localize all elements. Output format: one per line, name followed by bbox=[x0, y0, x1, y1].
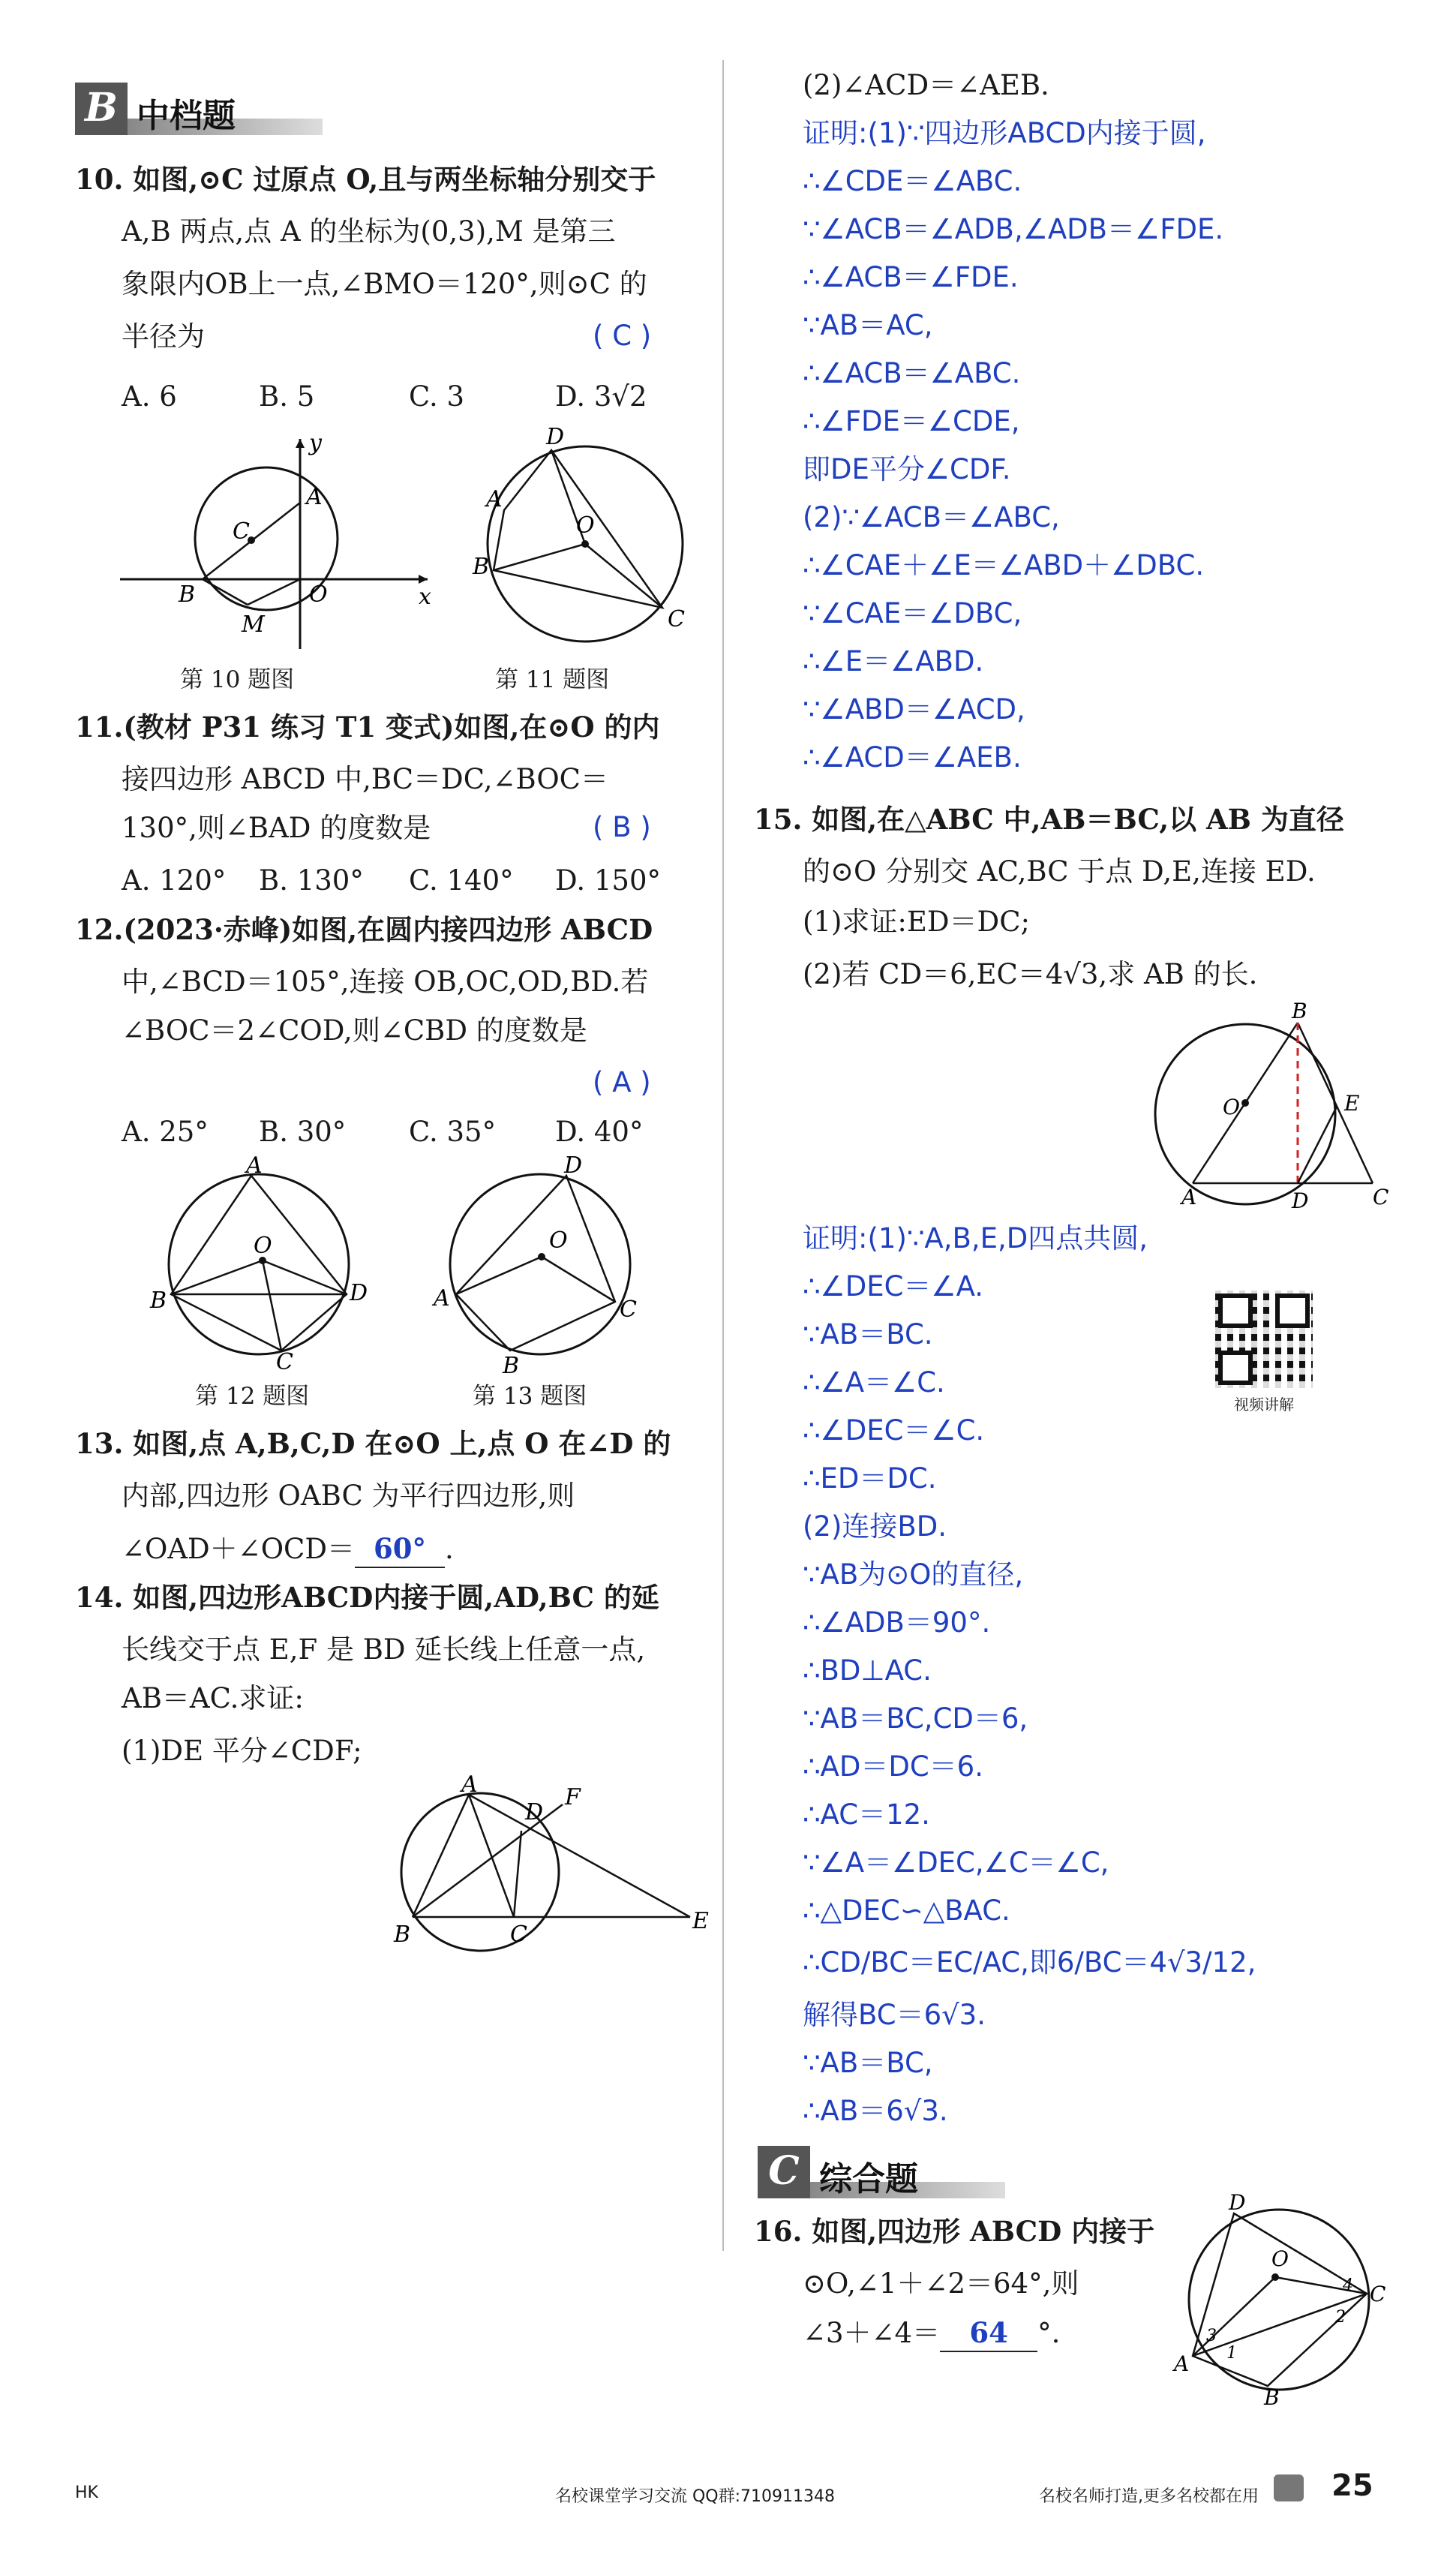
proof-line: ∴∠DEC＝∠C. bbox=[803, 1414, 985, 1447]
proof-line: ∵AB＝BC. bbox=[803, 1318, 933, 1351]
q10-answer: ( C ) bbox=[593, 320, 652, 352]
q15-label-o: O bbox=[1223, 1095, 1240, 1119]
q10-label-o: O bbox=[309, 581, 328, 608]
q16-angle-3: 3 bbox=[1206, 2327, 1217, 2345]
proof-line: ∴∠CDE＝∠ABC. bbox=[803, 165, 1022, 197]
q16-angle-1: 1 bbox=[1226, 2344, 1237, 2363]
q16-label-d: D bbox=[1229, 2190, 1246, 2215]
q12-caption: 第 12 题图 bbox=[195, 1383, 310, 1410]
section-c-letter: C bbox=[758, 2146, 810, 2198]
q16-label-o: O bbox=[1271, 2246, 1289, 2271]
q16-answer: 64 bbox=[940, 2315, 1037, 2352]
q12-line: 中,∠BCD＝105°,连接 OB,OC,OD,BD.若 bbox=[122, 966, 649, 998]
q15-label-e: E bbox=[1344, 1091, 1360, 1116]
q12-option: D. 40° bbox=[555, 1116, 644, 1148]
q13-answer: 60° bbox=[355, 1531, 445, 1568]
q16-line: ∠3＋∠4＝ bbox=[803, 2317, 941, 2349]
column-divider bbox=[722, 60, 724, 2251]
proof-line: ∴ED＝DC. bbox=[803, 1462, 937, 1495]
proof-line: 即DE平分∠CDF. bbox=[803, 453, 1011, 485]
q14-label-d: D bbox=[525, 1799, 544, 1825]
q12-label-c: C bbox=[276, 1349, 293, 1375]
qr-caption: 视频讲解 bbox=[1234, 1396, 1294, 1414]
q15-label-c: C bbox=[1373, 1185, 1389, 1209]
q14-figure bbox=[390, 1771, 709, 1958]
proof-line: ∴∠A＝∠C. bbox=[803, 1366, 945, 1399]
q13-label-d: D bbox=[564, 1152, 583, 1179]
q12-label-o: O bbox=[254, 1233, 272, 1259]
proof-line: ∵AB为⊙O的直径, bbox=[803, 1558, 1024, 1591]
proof-line: ∴CD/BC＝EC/AC,即6/BC＝4√3/12, bbox=[803, 1946, 1256, 1979]
q11-label-c: C bbox=[668, 606, 685, 632]
q12-label-b: B bbox=[150, 1288, 167, 1314]
section-c-header bbox=[758, 2146, 1058, 2198]
q16-label-c: C bbox=[1370, 2282, 1386, 2306]
q13-label-a: A bbox=[434, 1285, 450, 1312]
q11-option: B. 130° bbox=[259, 864, 364, 897]
proof-line: ∵AB＝AC, bbox=[803, 309, 933, 341]
q14-line: (1)DE 平分∠CDF; bbox=[122, 1735, 362, 1767]
proof-line: ∴BD⊥AC. bbox=[803, 1654, 932, 1687]
q16-line: 16. 如图,四边形 ABCD 内接于 bbox=[754, 2215, 1155, 2248]
q13-line: 内部,四边形 OABC 为平行四边形,则 bbox=[122, 1480, 575, 1512]
q11-answer: ( B ) bbox=[593, 811, 651, 843]
proof-line: ∵∠ACB＝∠ADB,∠ADB＝∠FDE. bbox=[803, 213, 1224, 245]
q13-label-b: B bbox=[503, 1353, 520, 1379]
q13-line: ∠OAD＋∠OCD＝ bbox=[122, 1533, 356, 1565]
proof-line: (2)∵∠ACB＝∠ABC, bbox=[803, 501, 1060, 533]
q12-option: B. 30° bbox=[259, 1116, 347, 1148]
q10-label-y: y bbox=[309, 430, 322, 456]
q10-caption: 第 10 题图 bbox=[180, 666, 295, 693]
proof-line: ∴∠ADB＝90°. bbox=[803, 1606, 991, 1639]
q11-label-d: D bbox=[546, 424, 565, 450]
q10-label-a: A bbox=[306, 484, 323, 510]
q16-figure bbox=[1170, 2190, 1388, 2410]
q13-figure bbox=[428, 1152, 645, 1379]
q11-label-o: O bbox=[576, 512, 595, 539]
q10-label-m: M bbox=[242, 611, 265, 638]
q16-label-b: B bbox=[1264, 2385, 1280, 2410]
proof-line: ∴AB＝6√3. bbox=[803, 2095, 948, 2127]
proof-line: ∴∠ACD＝∠AEB. bbox=[803, 741, 1022, 774]
q12-line: ∠BOC＝2∠COD,则∠CBD 的度数是 bbox=[122, 1014, 587, 1047]
q12-line: 12.(2023·赤峰)如图,在圆内接四边形 ABCD bbox=[75, 913, 653, 946]
q11-caption: 第 11 题图 bbox=[495, 666, 610, 693]
section-b-header bbox=[75, 83, 375, 135]
q12-answer: ( A ) bbox=[593, 1066, 651, 1098]
q15-label-b: B bbox=[1292, 999, 1307, 1023]
q10-option: B. 5 bbox=[259, 380, 315, 413]
q12-option: C. 35° bbox=[409, 1116, 497, 1148]
footer-right: 名校名师打造,更多名校都在用 bbox=[1039, 2487, 1259, 2506]
q14-label-b: B bbox=[394, 1922, 411, 1948]
q16-label-a: A bbox=[1174, 2351, 1190, 2376]
q12-option: A. 25° bbox=[122, 1116, 209, 1148]
q10-label-c: C bbox=[233, 518, 250, 545]
q16-last-line bbox=[803, 2315, 1060, 2352]
q11-label-b: B bbox=[473, 554, 490, 580]
q13-tail: . bbox=[445, 1533, 454, 1565]
q12-label-d: D bbox=[350, 1280, 368, 1306]
proof-line: 证明:(1)∵A,B,E,D四点共圆, bbox=[803, 1222, 1148, 1254]
footer-left: HK bbox=[75, 2483, 98, 2502]
q10-figure bbox=[113, 428, 435, 653]
q13-last-line bbox=[122, 1531, 454, 1568]
proof-line: ∴∠DEC＝∠A. bbox=[803, 1270, 984, 1303]
q14-line: AB＝AC.求证: bbox=[122, 1682, 304, 1714]
q16-line: ⊙O,∠1＋∠2＝64°,则 bbox=[803, 2267, 1079, 2300]
proof-line: ∴∠FDE＝∠CDE, bbox=[803, 405, 1020, 437]
q15-line: 15. 如图,在△ABC 中,AB＝BC,以 AB 为直径 bbox=[754, 803, 1344, 836]
q11-option: D. 150° bbox=[555, 864, 661, 897]
q11-option: C. 140° bbox=[409, 864, 514, 897]
q16-tail: °. bbox=[1037, 2317, 1061, 2349]
q11-figure bbox=[450, 424, 705, 653]
q10-option: D. 3√2 bbox=[555, 380, 647, 413]
q15-figure bbox=[1148, 999, 1389, 1213]
q10-line: 半径为 bbox=[122, 320, 205, 353]
q14-line: 长线交于点 E,F 是 BD 延长线上任意一点, bbox=[122, 1633, 646, 1666]
footer-center: 名校课堂学习交流 QQ群:710911348 bbox=[555, 2487, 836, 2506]
q15-line: 的⊙O 分别交 AC,BC 于点 D,E,连接 ED. bbox=[803, 855, 1316, 888]
q11-line: 130°,则∠BAD 的度数是 bbox=[122, 812, 431, 844]
section-b-title: 中档题 bbox=[137, 97, 236, 135]
q10-line: A,B 两点,点 A 的坐标为(0,3),M 是第三 bbox=[122, 215, 616, 248]
q10-option: A. 6 bbox=[122, 380, 177, 413]
proof-line: ∴∠CAE＋∠E＝∠ABD＋∠DBC. bbox=[803, 549, 1205, 581]
proof-line: 解得BC＝6√3. bbox=[803, 1999, 986, 2031]
q16-angle-2: 2 bbox=[1335, 2308, 1346, 2327]
proof-line: ∵AB＝BC, bbox=[803, 2047, 933, 2079]
q12-figure bbox=[150, 1152, 368, 1375]
page-number: 25 bbox=[1331, 2468, 1373, 2503]
proof-line: ∵∠ABD＝∠ACD, bbox=[803, 693, 1025, 726]
section-c-title: 综合题 bbox=[819, 2160, 918, 2198]
q16-angle-4: 4 bbox=[1343, 2276, 1353, 2295]
q14-label-c: C bbox=[510, 1922, 527, 1948]
q10-label-x: x bbox=[419, 584, 431, 610]
q10-label-b: B bbox=[179, 581, 196, 608]
proof-line: (2)连接BD. bbox=[803, 1510, 947, 1543]
q15-line: (1)求证:ED＝DC; bbox=[803, 906, 1030, 938]
proof-line: ∴∠ACB＝∠FDE. bbox=[803, 261, 1019, 293]
proof-line: ∵AB＝BC,CD＝6, bbox=[803, 1702, 1028, 1735]
q14-label-e: E bbox=[692, 1908, 709, 1934]
q15-line: (2)若 CD＝6,EC＝4√3,求 AB 的长. bbox=[803, 958, 1258, 990]
q11-option: A. 120° bbox=[122, 864, 227, 897]
qr-code[interactable] bbox=[1215, 1291, 1313, 1388]
proof-line: ∵∠A＝∠DEC,∠C＝∠C, bbox=[803, 1846, 1109, 1879]
q14-line: 14. 如图,四边形ABCD内接于圆,AD,BC 的延 bbox=[75, 1581, 659, 1614]
proof-line: ∴∠ACB＝∠ABC. bbox=[803, 357, 1021, 389]
q11-line: 接四边形 ABCD 中,BC＝DC,∠BOC＝ bbox=[122, 763, 608, 795]
q13-line: 13. 如图,点 A,B,C,D 在⊙O 上,点 O 在∠D 的 bbox=[75, 1427, 671, 1460]
proof-line: ∴∠E＝∠ABD. bbox=[803, 645, 984, 678]
proof-line: ∴△DEC∽△BAC. bbox=[803, 1894, 1010, 1927]
q13-caption: 第 13 题图 bbox=[473, 1383, 587, 1410]
q15-label-a: A bbox=[1181, 1185, 1197, 1209]
publisher-logo bbox=[1274, 2474, 1304, 2501]
q10-line: 象限内OB上一点,∠BMO＝120°,则⊙C 的 bbox=[122, 268, 647, 300]
q13-label-c: C bbox=[620, 1297, 637, 1323]
q10-option: C. 3 bbox=[409, 380, 465, 413]
q14-label-f: F bbox=[565, 1784, 581, 1810]
q14-part2: (2)∠ACD＝∠AEB. bbox=[803, 69, 1049, 101]
q11-label-a: A bbox=[486, 486, 503, 512]
q11-line: 11.(教材 P31 练习 T1 变式)如图,在⊙O 的内 bbox=[75, 711, 660, 744]
q13-label-o: O bbox=[549, 1227, 568, 1254]
proof-line: ∴AD＝DC＝6. bbox=[803, 1750, 983, 1783]
q14-label-a: A bbox=[461, 1771, 478, 1798]
q15-label-d: D bbox=[1292, 1188, 1309, 1213]
proof-line: ∴AC＝12. bbox=[803, 1798, 930, 1831]
q12-label-a: A bbox=[246, 1152, 263, 1179]
proof-line: ∵∠CAE＝∠DBC, bbox=[803, 597, 1022, 629]
q10-line: 10. 如图,⊙C 过原点 O,且与两坐标轴分别交于 bbox=[75, 163, 656, 196]
proof-line: 证明:(1)∵四边形ABCD内接于圆, bbox=[803, 117, 1206, 149]
section-b-letter: B bbox=[75, 83, 128, 135]
